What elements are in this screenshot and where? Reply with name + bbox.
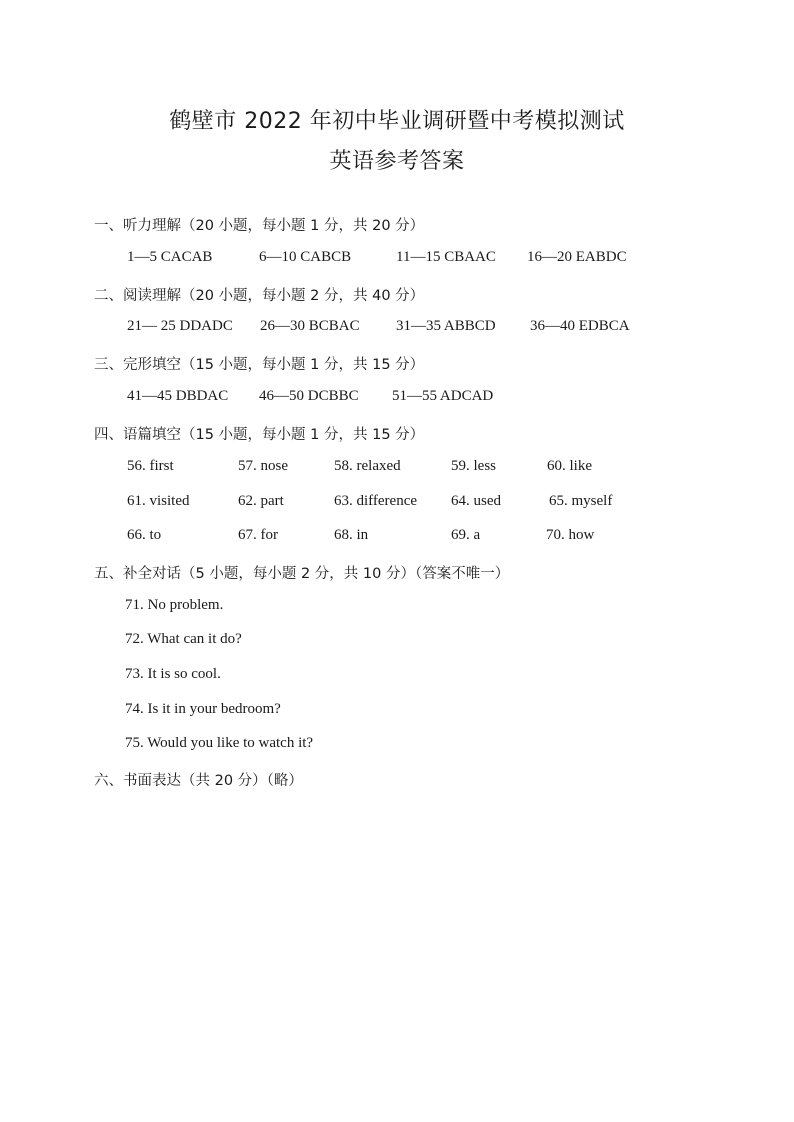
answer-item: 69. a <box>451 527 481 543</box>
answer-item: 67. for <box>238 527 278 543</box>
answer-group: 21— 25 DDADC <box>127 318 233 334</box>
section-heading-reading: 二、阅读理解（20 小题，每小题 2 分，共 40 分） <box>94 288 425 304</box>
answer-row-passage-1 <box>0 458 794 480</box>
answer-group: 31—35 ABBCD <box>396 318 496 334</box>
dialogue-answer-75: 75. Would you like to watch it? <box>125 735 314 751</box>
answer-item: 66. to <box>127 527 162 543</box>
section-heading-cloze: 三、完形填空（15 小题，每小题 1 分，共 15 分） <box>94 357 425 373</box>
answer-row-listening <box>0 249 794 271</box>
answer-item: 70. how <box>546 527 595 543</box>
answer-item: 61. visited <box>127 493 190 509</box>
answer-row-passage-2 <box>0 493 794 515</box>
answer-item: 59. less <box>451 458 496 474</box>
answer-group: 16—20 EABDC <box>527 249 627 265</box>
answer-group: 41—45 DBDAC <box>127 388 229 404</box>
answer-item: 68. in <box>334 527 369 543</box>
answer-group: 1—5 CACAB <box>127 249 213 265</box>
page-title: 鹤壁市 2022 年初中毕业调研暨中考模拟测试 <box>169 109 625 134</box>
section-heading-listening: 一、听力理解（20 小题，每小题 1 分，共 20 分） <box>94 218 425 234</box>
dialogue-answer-74: 74. Is it in your bedroom? <box>125 701 281 717</box>
answer-item: 56. first <box>127 458 174 474</box>
answer-group: 26—30 BCBAC <box>260 318 360 334</box>
answer-row-passage-3 <box>0 527 794 549</box>
answer-group: 51—55 ADCAD <box>392 388 494 404</box>
dialogue-answer-73: 73. It is so cool. <box>125 666 221 682</box>
answer-item: 62. part <box>238 493 284 509</box>
answer-group: 46—50 DCBBC <box>259 388 359 404</box>
page-subtitle: 英语参考答案 <box>329 149 465 174</box>
answer-item: 60. like <box>547 458 592 474</box>
answer-item: 63. difference <box>334 493 418 509</box>
dialogue-answer-71: 71. No problem. <box>125 597 224 613</box>
section-heading-dialogue: 五、补全对话（5 小题，每小题 2 分，共 10 分）（答案不唯一） <box>94 566 510 582</box>
section-heading-passage-fill: 四、语篇填空（15 小题，每小题 1 分，共 15 分） <box>94 427 425 443</box>
answer-item: 58. relaxed <box>334 458 401 474</box>
answer-row-cloze <box>0 388 794 410</box>
answer-group: 36—40 EDBCA <box>530 318 630 334</box>
answer-group: 11—15 CBAAC <box>396 249 496 265</box>
answer-row-reading <box>0 318 794 340</box>
answer-group: 6—10 CABCB <box>259 249 352 265</box>
section-heading-writing: 六、书面表达（共 20 分）（略） <box>94 773 303 789</box>
answer-item: 64. used <box>451 493 501 509</box>
dialogue-answer-72: 72. What can it do? <box>125 631 242 647</box>
answer-item: 57. nose <box>238 458 288 474</box>
answer-item: 65. myself <box>549 493 613 509</box>
